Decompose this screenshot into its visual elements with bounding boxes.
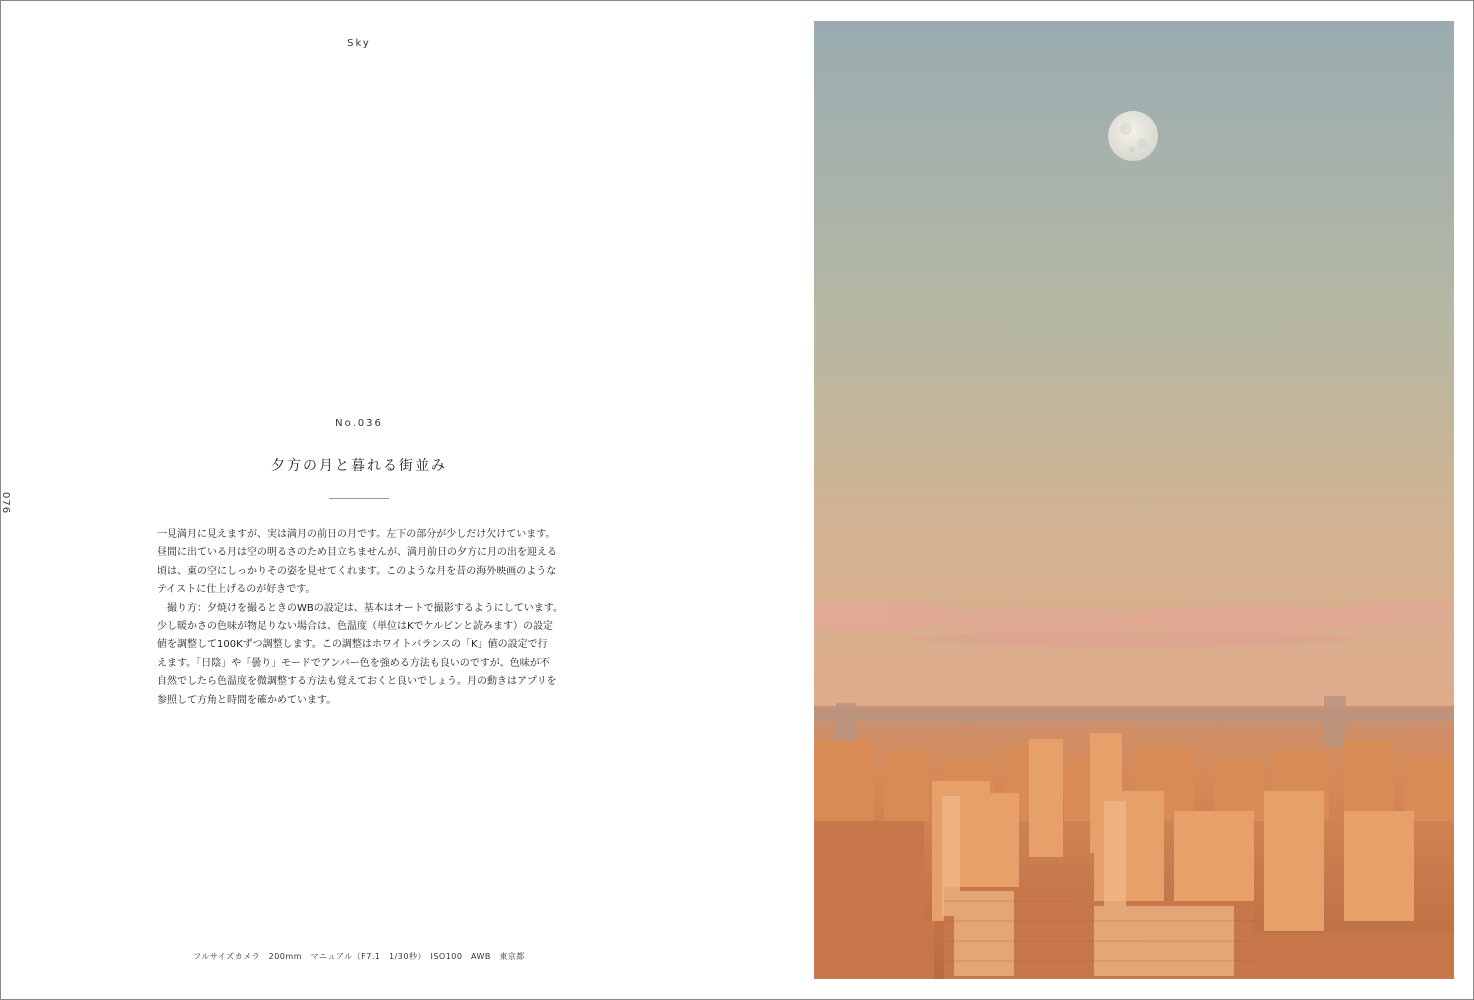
photo-caption: フルサイズカメラ 200mm マニュアル（F7.1 1/30秒） ISO100 AWB 東京都 — [193, 952, 525, 961]
title-divider — [329, 498, 389, 499]
moon — [1108, 111, 1158, 161]
photo-illustration — [814, 21, 1454, 979]
item-number: No.036 — [335, 418, 383, 429]
article-body: 一見満月に見えますが、実は満月の前日の月です。左下の部分が少しだけ欠けています。 昼間に出ている月は空の明るさのため目立ちませんが、満月前日の夕方に月の出を迎える 頃は、東の空にしっかりその姿を見せてくれます。このような月を昔の海外映画のような テイストに仕上げるのが好きです。 撮り方：夕焼けを撮るときのWBの設定は、基本はオートで撮影するようにしています。 少し暖かさの色味が物足りない場合は、色温度（単位はKでケルビンと読みます）の設定 値を調整して100Kずつ調整します。この調整はホワイトバランスの「K」値の設定で行 えます。「日陰」や「曇り」モードでアンバー色を強める方法も良いのですが、色味が不 自然でしたら色温度を微調整する方法も覚えておくと良いでしょう。月の動きはアプリを 参照して方角と時間を確かめています。 — [157, 529, 563, 706]
article-title: 夕方の月と暮れる街並み — [271, 458, 447, 474]
moon-city-photo — [814, 21, 1454, 979]
page-number: 076 — [0, 492, 11, 515]
section-label: Sky — [347, 38, 371, 49]
